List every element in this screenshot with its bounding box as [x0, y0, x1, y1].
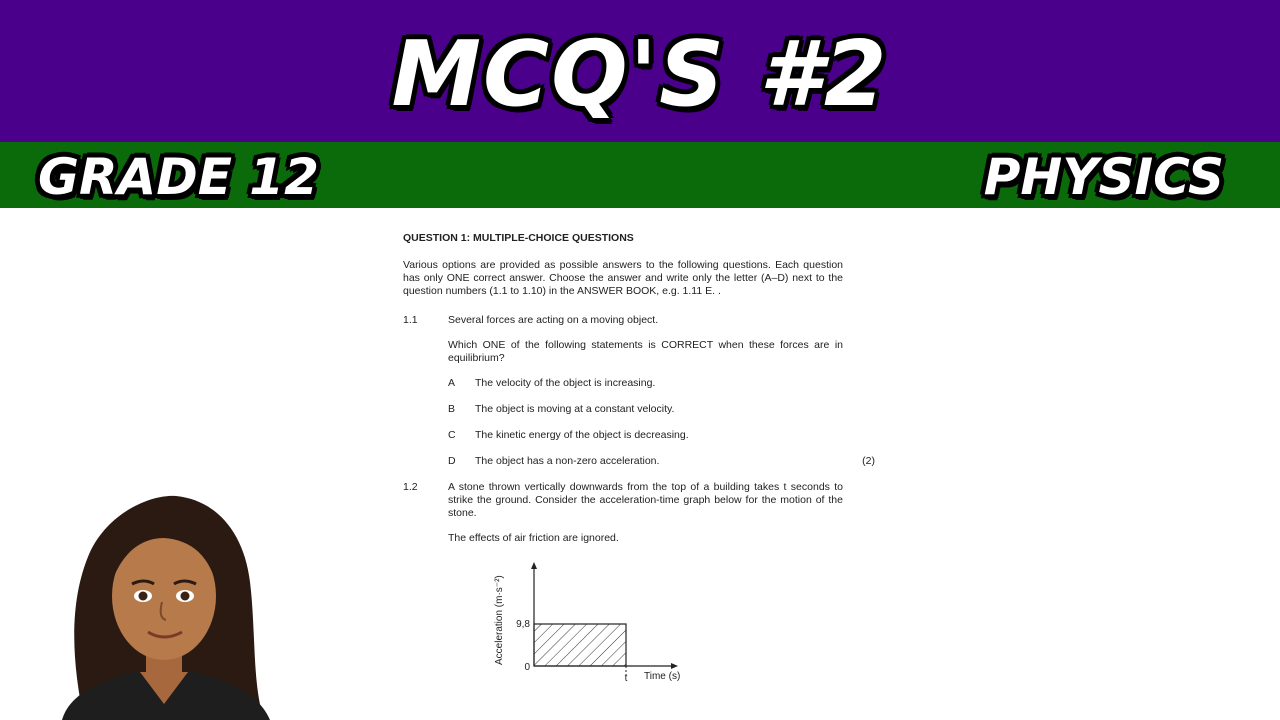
- marks-label: (2): [862, 455, 875, 467]
- question-1-1: [403, 314, 875, 468]
- question-number: 1.2: [403, 481, 418, 493]
- option-c: [448, 429, 843, 442]
- question-1-2: [403, 481, 843, 545]
- y-tick-label: 9,8: [516, 619, 530, 630]
- x-axis-label: Time (s): [644, 671, 681, 682]
- question-stem: Several forces are acting on a moving object.: [448, 314, 659, 326]
- option-a: [448, 377, 843, 390]
- question-note: The effects of air friction are ignored.: [448, 532, 619, 544]
- option-b: [448, 403, 843, 416]
- subject-label: PHYSICS: [983, 148, 1224, 206]
- x-axis-arrow: [671, 663, 678, 669]
- instructions: Various options are provided as possible answers to the following questions. Each question has only ONE correct answer. Choose the answer and write only the letter (A–D) next to the question numbers (1.1 to 1.10) in the ANSWER BOOK, e.g. 1.11 E. .: [403, 259, 843, 297]
- pupil-right: [181, 592, 190, 601]
- option-d: [448, 455, 875, 468]
- tutor-avatar: [44, 492, 284, 720]
- option-letter: A: [448, 377, 456, 389]
- pupil-left: [139, 592, 148, 601]
- exam-document: [403, 232, 875, 557]
- question-prompt: Which ONE of the following statements is CORRECT when these forces are in equilibrium?: [448, 339, 843, 364]
- option-text: The object has a non-zero acceleration.: [475, 455, 660, 467]
- option-letter: C: [448, 429, 456, 441]
- acceleration-time-graph: [492, 560, 692, 690]
- option-text: The object is moving at a constant velocity.: [475, 403, 675, 415]
- option-text: The velocity of the object is increasing.: [475, 377, 656, 389]
- x-tick-label: t: [624, 673, 628, 684]
- option-text: The kinetic energy of the object is decreasing.: [475, 429, 689, 441]
- main-title: MCQ'S #2: [391, 22, 889, 127]
- y-axis-arrow: [531, 562, 537, 569]
- option-letter: B: [448, 403, 456, 415]
- question-heading: QUESTION 1: MULTIPLE-CHOICE QUESTIONS: [403, 232, 634, 244]
- question-number: 1.1: [403, 314, 418, 326]
- y-axis-label: Acceleration (m·s⁻²): [494, 575, 505, 665]
- grade-label: GRADE 12: [38, 148, 319, 206]
- hatched-area: [534, 624, 626, 666]
- option-letter: D: [448, 455, 456, 467]
- question-stem: A stone thrown vertically downwards from the top of a building takes t seconds to strike the ground. Consider the acceleration-time graph below for the motion of the stone.: [448, 481, 843, 519]
- origin-label: 0: [524, 662, 530, 673]
